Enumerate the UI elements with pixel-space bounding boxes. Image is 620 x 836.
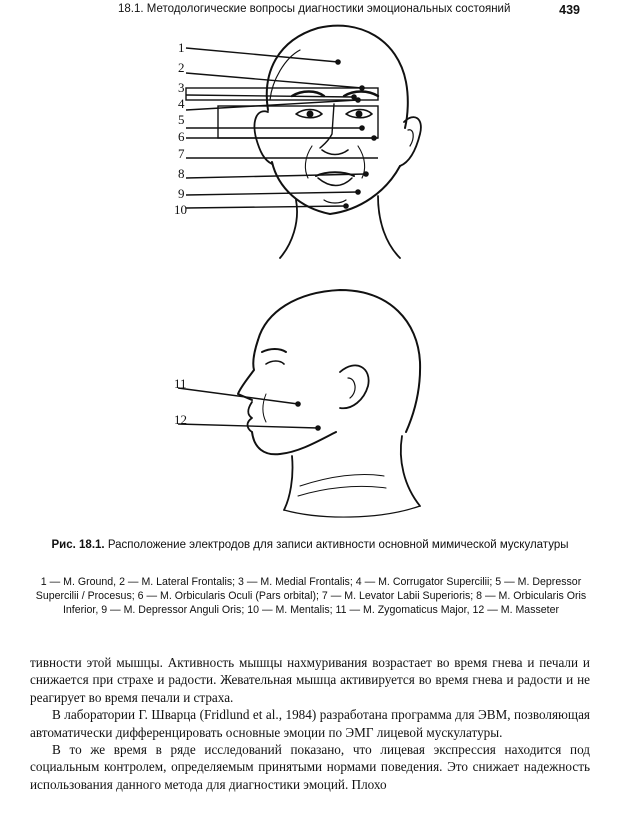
running-title: 18.1. Методологические вопросы диагностики эмоциональных состояний (118, 3, 511, 15)
side-label-12: 12 (174, 412, 187, 427)
front-label-1: 1 (178, 40, 185, 55)
figure-caption (30, 538, 590, 553)
front-label-3: 3 (178, 80, 185, 95)
front-label-5: 5 (178, 112, 185, 127)
side-label-11: 11 (174, 376, 187, 391)
front-label-10: 10 (174, 202, 187, 217)
front-label-9: 9 (178, 186, 185, 201)
paragraph-1: тивности этой мышцы. Активность мышцы нахмуривания возрастает во время гнева и печали и снижается при страхе и радости. Жевательная мышца активируется во время гнева и радости и не реагирует во время печали и страха. (30, 655, 590, 705)
front-label-numbers (174, 40, 187, 217)
side-profile-drawing (238, 290, 420, 517)
front-label-7: 7 (178, 146, 185, 161)
front-label-6: 6 (178, 129, 185, 144)
body-text (30, 654, 590, 793)
side-electrodes (295, 401, 321, 431)
side-label-numbers (174, 376, 187, 427)
figure-caption-text: Расположение электродов для записи активности основной мимической мускулатуры (107, 539, 569, 551)
front-label-8: 8 (178, 166, 185, 181)
paragraph-3: В то же время в ряде исследований показано, что лицевая экспрессия находится под социальным контролем, определяемым принятыми нормами поведения. Это снижает надежность использования данного метода для диагностики эмоций. Плохо (30, 742, 590, 792)
front-label-4: 4 (178, 96, 185, 111)
front-label-2: 2 (178, 60, 185, 75)
figure-legend: 1 — M. Ground, 2 — M. Lateral Frontalis; 3 — M. Medial Frontalis; 4 — M. Corrugator Supercilii; 5 — M. Depressor Supercilii / Procesus; 6 — M. Orbicularis Oculi (Pars orbital); 7 — M. Levator Labii Superioris; 8 — M. Orbicularis Oris Inferior, 9 — M. Depressor Anguli Oris; 10 — M. Mentalis; 11 — M. Zygomaticus Major, 12 — M. Masseter (35, 576, 587, 616)
paragraph-2: В лаборатории Г. Шварца (Fridlund et al., 1984) разработана программа для ЭВМ, позволяющая автоматически дифференцировать основные эмоции по ЭМГ лицевой мускулатуры. (30, 707, 590, 740)
page-number: 439 (559, 3, 580, 17)
front-electrodes (335, 59, 377, 209)
figure-caption-label: Рис. 18.1. (51, 539, 105, 551)
